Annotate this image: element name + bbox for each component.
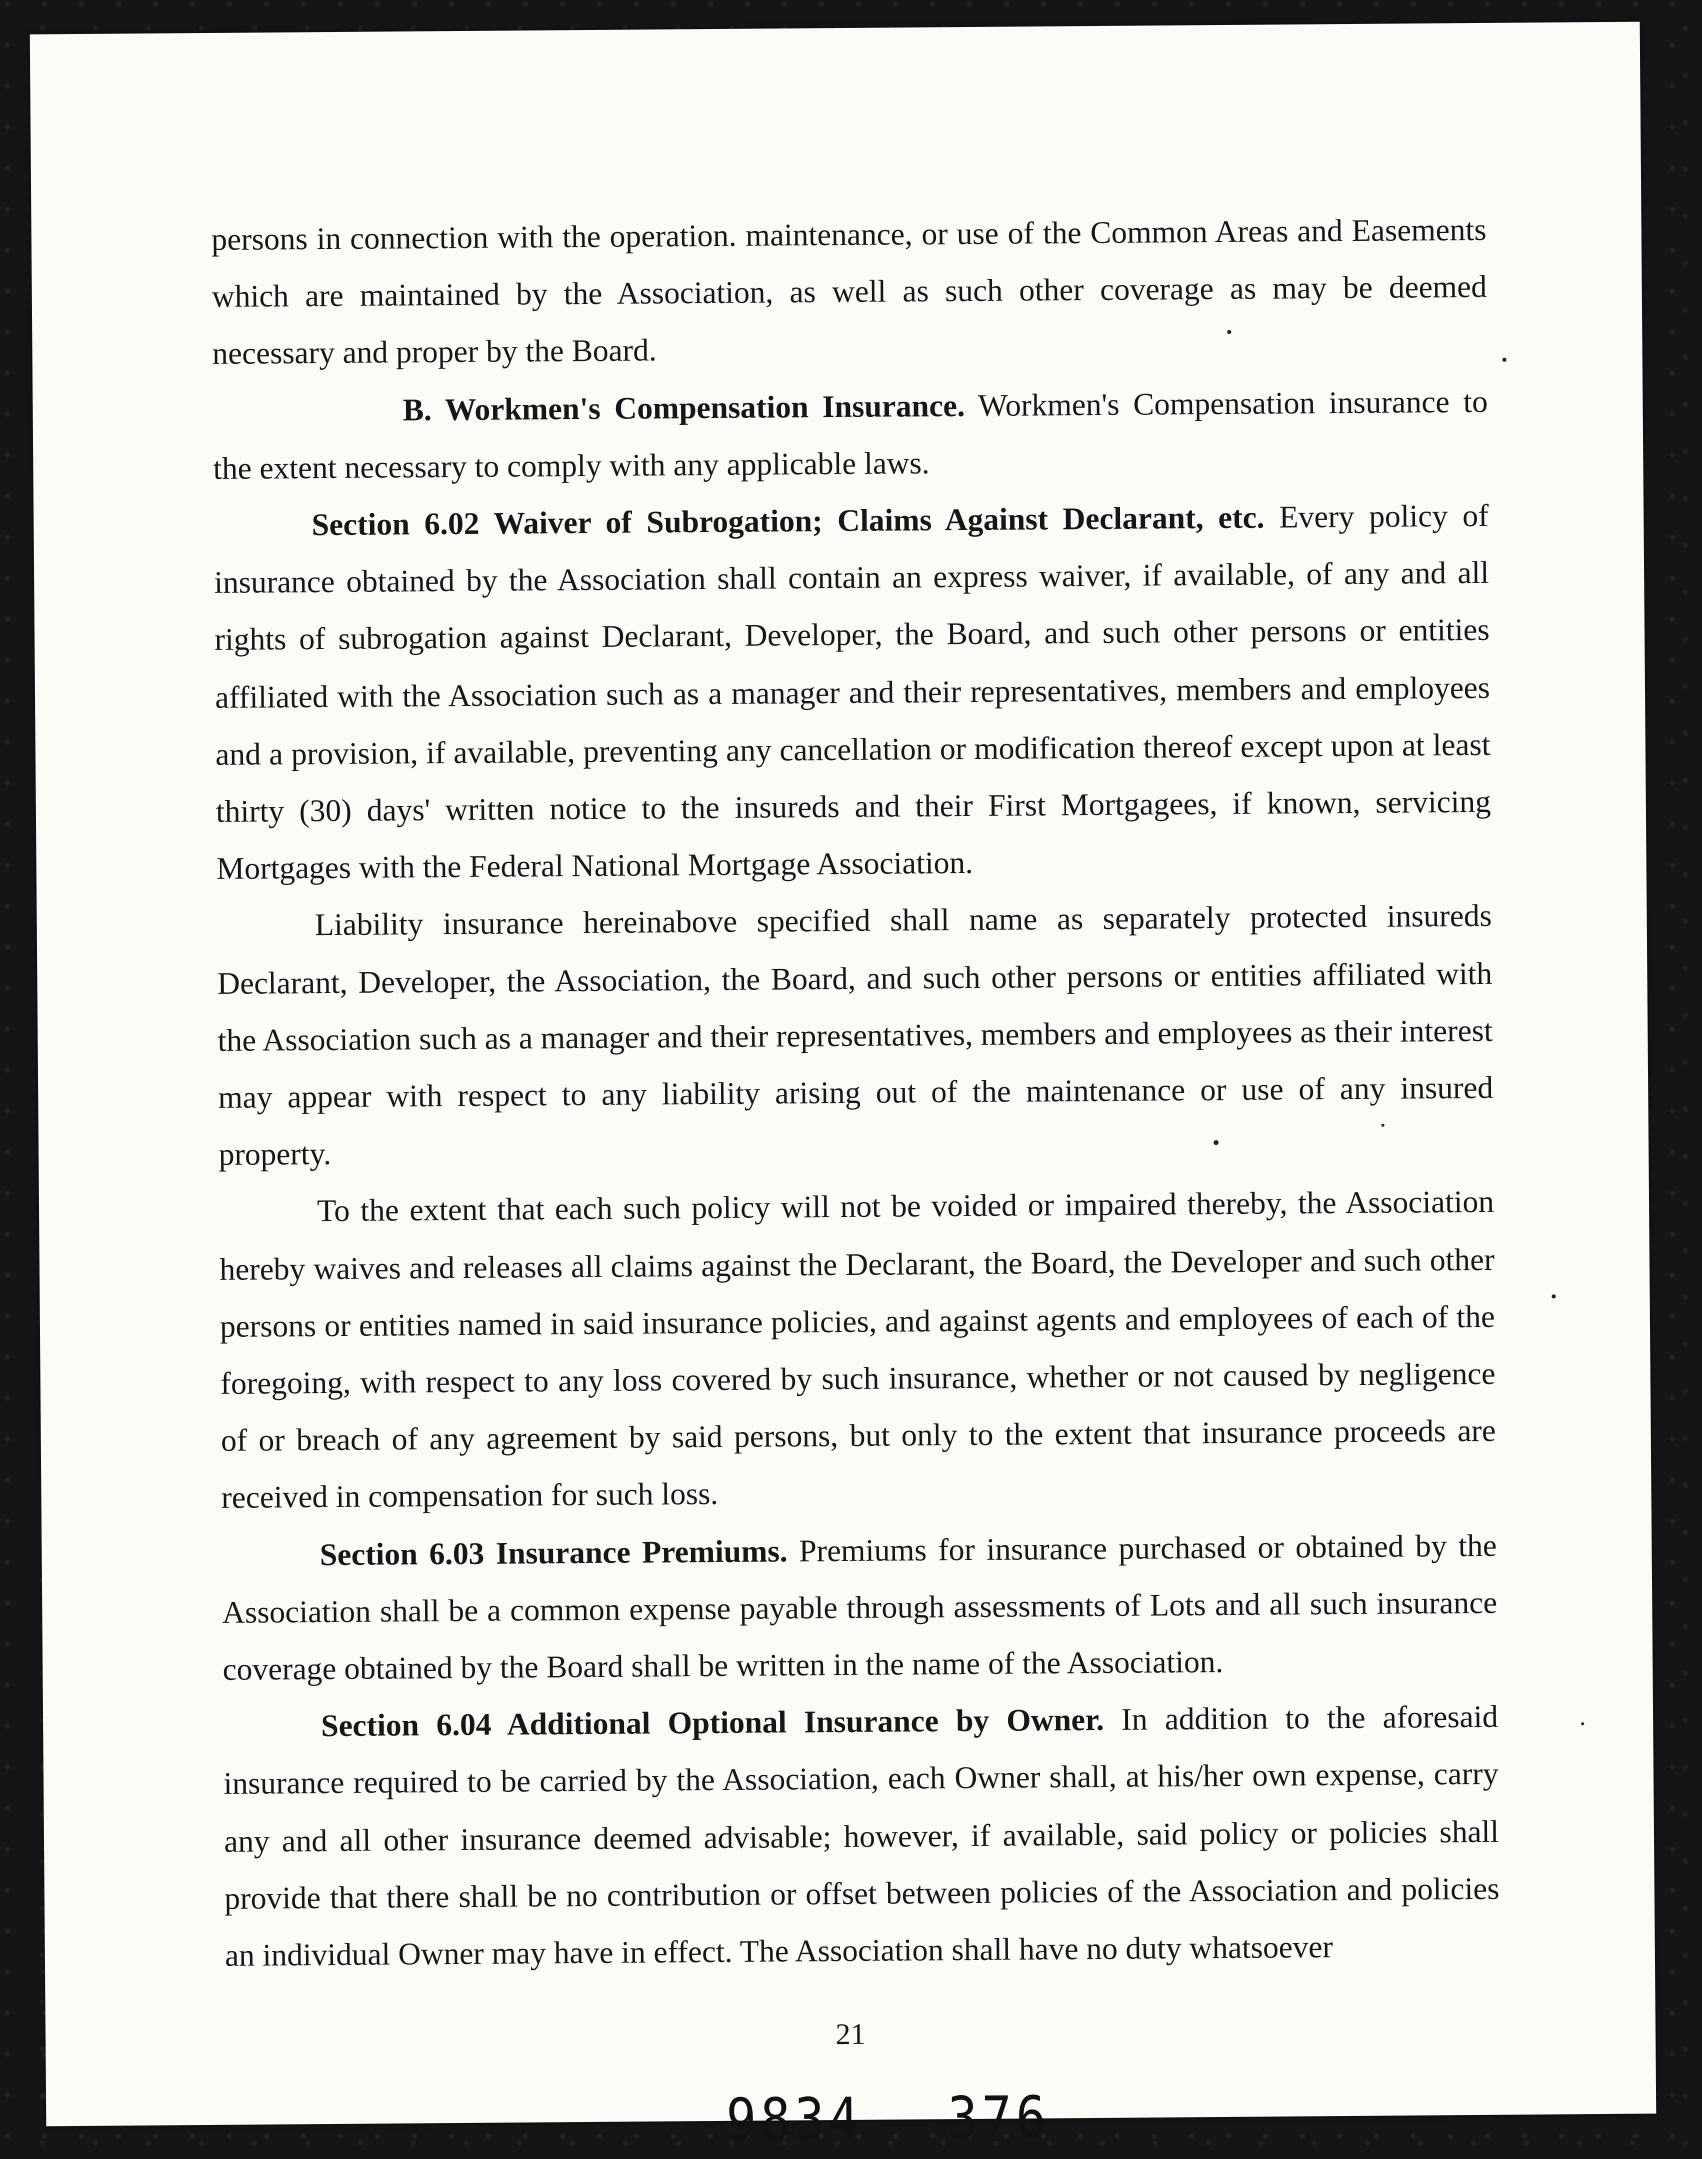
paragraph-waiver-release <box>219 1173 1497 1526</box>
page-number: 21 <box>835 2017 866 2052</box>
paragraph-heading: Section 6.04 Additional Optional Insurance by Owner. <box>320 1702 1105 1744</box>
paragraph-heading: Section 6.03 Insurance Premiums. <box>319 1533 788 1572</box>
paragraph-text: Every policy of insurance obtained by the Association shall contain an express waiver, if available, of any and all rights of subrogation against Declarant, Developer, the Board, and such other persons or entities affiliated with the Association such as a manager and their representatives, members and employees and a provision, if available, preventing any cancellation or modification thereof except upon at least thirty (30) days' written notice to the insureds and their First Mortgagees, if known, servicing Mortgages with the Federal National Mortgage Association. <box>213 497 1492 887</box>
paragraph-section-6-04 <box>223 1688 1500 1984</box>
paragraph-text: Workmen's Compensation insurance to the extent necessary to comply with any applicable laws. <box>213 383 1488 486</box>
paragraph-heading: B. Workmen's Compensation Insurance. <box>402 387 966 428</box>
scan-speck <box>1502 358 1506 362</box>
paragraph-section-6-02 <box>213 487 1491 897</box>
paragraph-coverage-continued <box>211 201 1487 383</box>
paragraph-text: To the extent that each such policy will not be voided or impaired thereby, the Association hereby waives and releases all claims against the Declarant, the Board, the Developer and such other persons or entities named in said insurance policies, and against agents and employees of each of the foregoing, with respect to any loss covered by such insurance, whether or not caused by negligence of or breach of any agreement by said persons, but only to the extent that insurance proceeds are received in compensation for such loss. <box>219 1184 1496 1516</box>
paragraph-workmens-compensation <box>213 373 1489 497</box>
recording-stamp <box>726 2084 1050 2153</box>
paragraph-text: Liability insurance hereinabove specified shall name as separately protected insureds Declarant, Developer, the Association, the Board, and such other persons or entities affiliated with the Association such as a manager and their representatives, members and employees as their interest may appear with respect to any liability arising out of the maintenance or use of any insured property. <box>217 898 1494 1173</box>
scan-speck <box>1552 1294 1556 1298</box>
scan-speck <box>1381 1124 1384 1127</box>
scan-speck <box>1581 1722 1584 1725</box>
paragraph-text: persons in connection with the operation. maintenance, or use of the Common Areas and Easements which are maintained by the Association, as well as such other coverage as may be deemed necessary and proper by the Board. <box>211 211 1487 372</box>
document-body <box>211 201 1500 1984</box>
paragraph-heading: Section 6.02 Waiver of Subrogation; Claims Against Declarant, etc. <box>311 499 1265 543</box>
document-page <box>30 22 1656 2154</box>
page-stamp: 376 <box>947 2084 1051 2152</box>
paragraph-liability-insurance <box>217 887 1494 1183</box>
paragraph-section-6-03 <box>222 1517 1498 1699</box>
book-number: 9834 <box>725 2085 863 2154</box>
paragraph-text: Premiums for insurance purchased or obtained by the Association shall be a common expense payable through assessments of Lots and all such insurance coverage obtained by the Board shall be written in the name of the Association. <box>222 1527 1498 1687</box>
scan-speck <box>1227 330 1231 334</box>
scan-speck <box>1214 1140 1219 1145</box>
paragraph-text: In addition to the aforesaid insurance required to be carried by the Association, each Owner shall, at his/her own expense, carry any and all other insurance deemed advisable; however, if available, said policy or policies shall provide that there shall be no contribution or offset between policies of the Association and policies an individual Owner may have in effect. The Association shall have no duty whatsoever <box>223 1699 1500 1973</box>
